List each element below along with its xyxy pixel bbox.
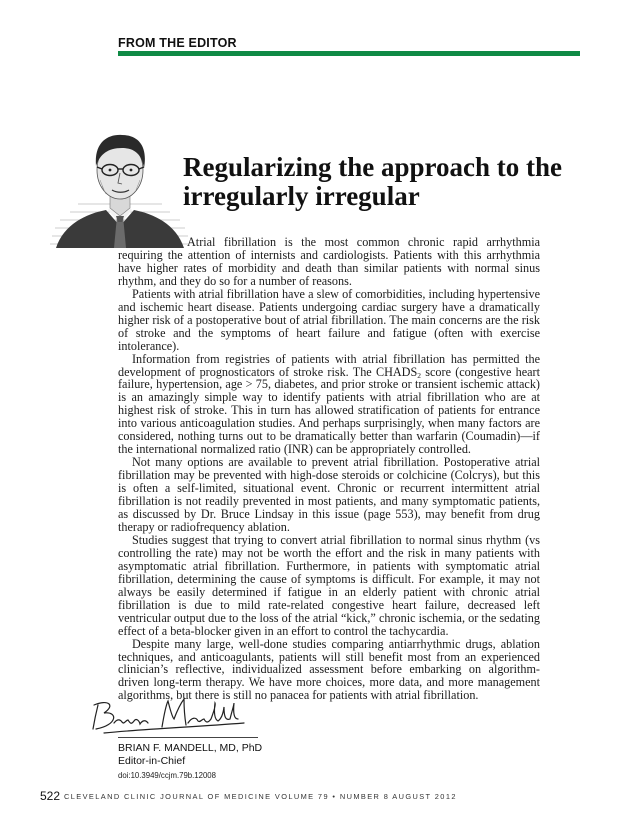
body-paragraph: Patients with atrial fibrillation have a slew of comorbidities, including hypertensive and ischemic heart disease. Patients undergoing cardiac surgery have a dramatically higher risk of a postoperative bout of atrial fibrillation. The main concerns are the risk of stroke and the symptoms of heart failure and fatigue (often with exercise intolerance). bbox=[118, 286, 540, 353]
page-footer bbox=[40, 789, 580, 803]
author-title: Editor-in-Chief bbox=[118, 755, 186, 767]
body-paragraph: Studies suggest that trying to convert atrial fibrillation to normal sinus rhythm (vs controlling the rate) may not be worth the effort and the risk in many patients with asymptomatic atrial fibrillation. Furthermore, in patients with symptomatic atrial fibrillation, determining the cause of symptoms is difficult. For example, it may not always be easily determined if fatigue in an elderly patient with chronic atrial fibrillation is due to mild rate-related congestive heart failure, decreased left ventricular output due to the loss of the atrial “kick,” chronic ischemia, or the sedating effect of a beta-blocker given in an effort to control the tachycardia. bbox=[118, 532, 540, 638]
article-body bbox=[118, 236, 540, 702]
article-title: Regularizing the approach to the irregularly irregular bbox=[183, 152, 562, 211]
page-number: 522 bbox=[40, 789, 61, 803]
journal-citation: CLEVELAND CLINIC JOURNAL OF MEDICINE VOLUME 79 • NUMBER 8 AUGUST 2012 bbox=[64, 792, 457, 801]
body-paragraph: Not many options are available to prevent atrial fibrillation. Postoperative atrial fibrillation may be prevented with high-dose steroids or colchicine (Colcrys), but this is often a self-limited, situational event. Chronic or recurrent intermittent atrial fibrillation is not readily prevented in most patients, and many symptomatic patients, as discussed by Dr. Bruce Lindsay in this issue (page 553), may benefit from drug therapy or radiofrequency ablation. bbox=[118, 455, 540, 534]
body-paragraph: Information from registries of patients with atrial fibrillation has permitted the development of prognosticators of stroke risk. The $CHADS_2$ score (congestive heart failure, hypertension, age > 75, diabetes, and prior stroke or transient ischemic attack) is an amazingly simple way to identify patients with atrial fibrillation who are at highest risk of stroke. This in turn has allowed stratification of patients for entrance into various anticoagulation studies. And perhaps surprisingly, when many factors are considered, nothing turns out to be dramatically better than warfarin (Coumadin)—if the international normalized ratio (INR) can be appropriately controlled. bbox=[118, 351, 540, 457]
doi-text: doi:10.3949/ccjm.79b.12008 bbox=[118, 771, 216, 780]
editor-portrait bbox=[50, 120, 190, 248]
section-rule bbox=[118, 51, 580, 56]
section-label: FROM THE EDITOR bbox=[118, 36, 237, 50]
body-paragraph: Atrial fibrillation is the most common chronic rapid arrhythmia requiring the attention of internists and cardiologists. Patients with this arrhythmia have higher rates of morbidity and death than similar patients with normal sinus rhythm, and they do so for a number of reasons. bbox=[118, 235, 540, 288]
editor-signature bbox=[84, 693, 254, 737]
author-name: BRIAN F. MANDELL, MD, PhD bbox=[118, 742, 263, 754]
signature-rule bbox=[118, 737, 258, 738]
body-paragraph: Despite many large, well-done studies comparing antiarrhythmic drugs, ablation techniques, and anticoagulants, patients will still benefit most from an experienced clinician’s reflective, individualized assessment before embarking on algorithm-driven long-term therapy. We have more choices, more data, and more management algorithms, but there is still no panacea for patients with atrial fibrillation. bbox=[118, 636, 540, 703]
